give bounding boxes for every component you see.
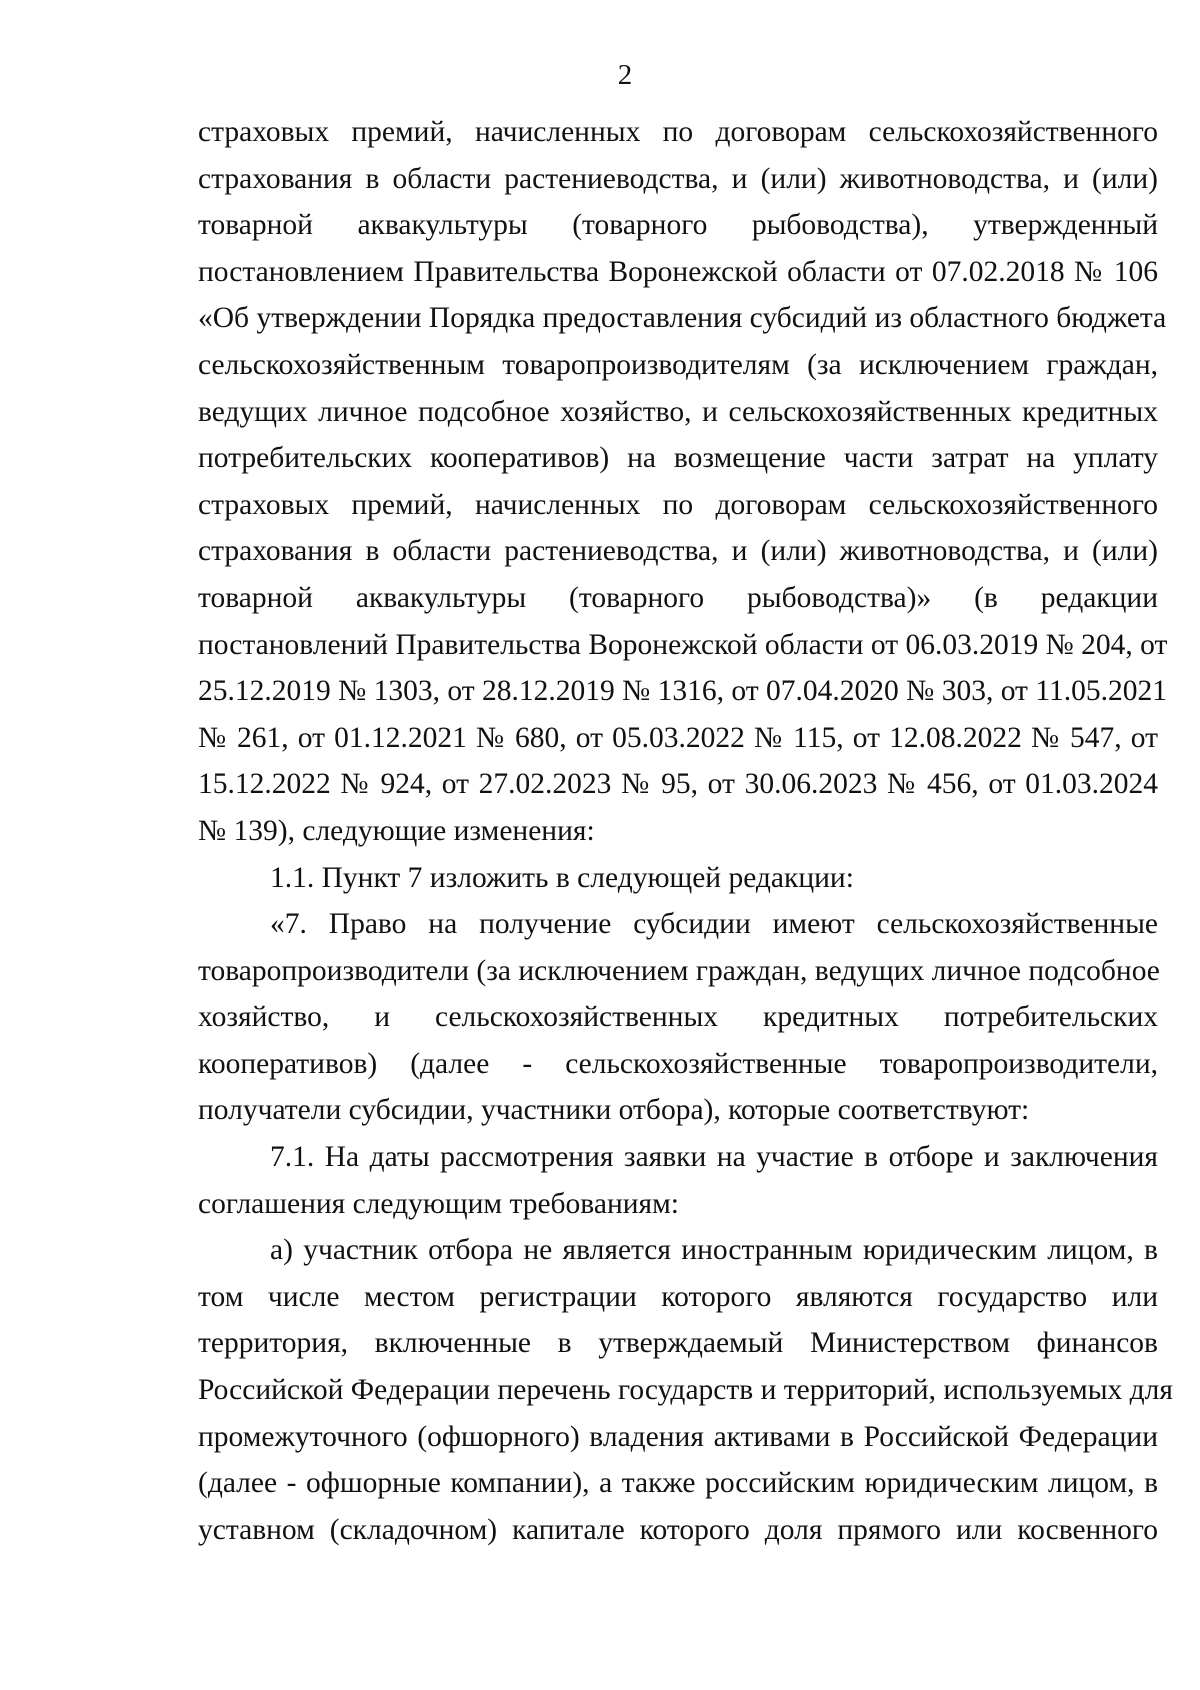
text-line: № 139), следующие изменения: xyxy=(198,814,595,847)
paragraph-first-line: 7.1. На даты рассмотрения заявки на участие в отборе и заключения xyxy=(270,1141,1158,1174)
text-line: ведущих личное подсобное хозяйство, и сельскохозяйственных кредитных xyxy=(198,395,1158,428)
text-line: уставном (складочном) капитале которого доля прямого или косвенного xyxy=(198,1513,1158,1546)
text-line: № 261, от 01.12.2021 № 680, от 05.03.2022 № 115, от 12.08.2022 № 547, от xyxy=(198,721,1158,754)
text-line: соглашения следующим требованиям: xyxy=(198,1187,679,1220)
text-line: страхования в области растениеводства, и (или) животноводства, и (или) xyxy=(198,535,1158,568)
text-line: (далее - офшорные компании), а также российским юридическим лицом, в xyxy=(198,1467,1158,1500)
text-line: промежуточного (офшорного) владения активами в Российской Федерации xyxy=(198,1420,1158,1453)
text-line: 15.12.2022 № 924, от 27.02.2023 № 95, от 30.06.2023 № 456, от 01.03.2024 xyxy=(198,768,1158,801)
text-line: сельскохозяйственным товаропроизводителям (за исключением граждан, xyxy=(198,348,1158,381)
text-line: постановлением Правительства Воронежской области от 07.02.2018 № 106 xyxy=(198,255,1158,288)
text-line: кооперативов) (далее - сельскохозяйственные товаропроизводители, xyxy=(198,1047,1158,1080)
paragraph-first-line: «7. Право на получение субсидии имеют сельскохозяйственные xyxy=(270,908,1158,941)
text-line: территория, включенные в утверждаемый Министерством финансов xyxy=(198,1327,1158,1360)
text-line: потребительских кооперативов) на возмещение части затрат на уплату xyxy=(198,442,1158,475)
text-line: товаропроизводители (за исключением граждан, ведущих личное подсобное xyxy=(198,954,1160,987)
text-line: том числе местом регистрации которого являются государство или xyxy=(198,1280,1158,1313)
text-line: товарной аквакультуры (товарного рыбоводства)» (в редакции xyxy=(198,581,1158,614)
text-line: хозяйство, и сельскохозяйственных кредитных потребительских xyxy=(198,1001,1158,1034)
text-line: страхования в области растениеводства, и (или) животноводства, и (или) xyxy=(198,162,1158,195)
text-line: получатели субсидии, участники отбора), которые соответствуют: xyxy=(198,1094,1030,1127)
text-line: Российской Федерации перечень государств и территорий, используемых для xyxy=(198,1374,1173,1407)
text-line: товарной аквакультуры (товарного рыбоводства), утвержденный xyxy=(198,209,1158,242)
page-number: 2 xyxy=(617,59,633,91)
text-line: «Об утверждении Порядка предоставления субсидий из областного бюджета xyxy=(198,302,1167,335)
text-line: постановлений Правительства Воронежской области от 06.03.2019 № 204, от xyxy=(198,628,1168,661)
paragraph-first-line: 1.1. Пункт 7 изложить в следующей редакции: xyxy=(270,861,854,894)
text-line: 25.12.2019 № 1303, от 28.12.2019 № 1316, от 07.04.2020 № 303, от 11.05.2021 xyxy=(198,675,1167,708)
text-line: страховых премий, начисленных по договорам сельскохозяйственного xyxy=(198,488,1158,521)
document-body xyxy=(198,109,1173,1553)
paragraph-first-line: а) участник отбора не является иностранным юридическим лицом, в xyxy=(270,1234,1158,1267)
text-line: страховых премий, начисленных по договорам сельскохозяйственного xyxy=(198,116,1158,148)
